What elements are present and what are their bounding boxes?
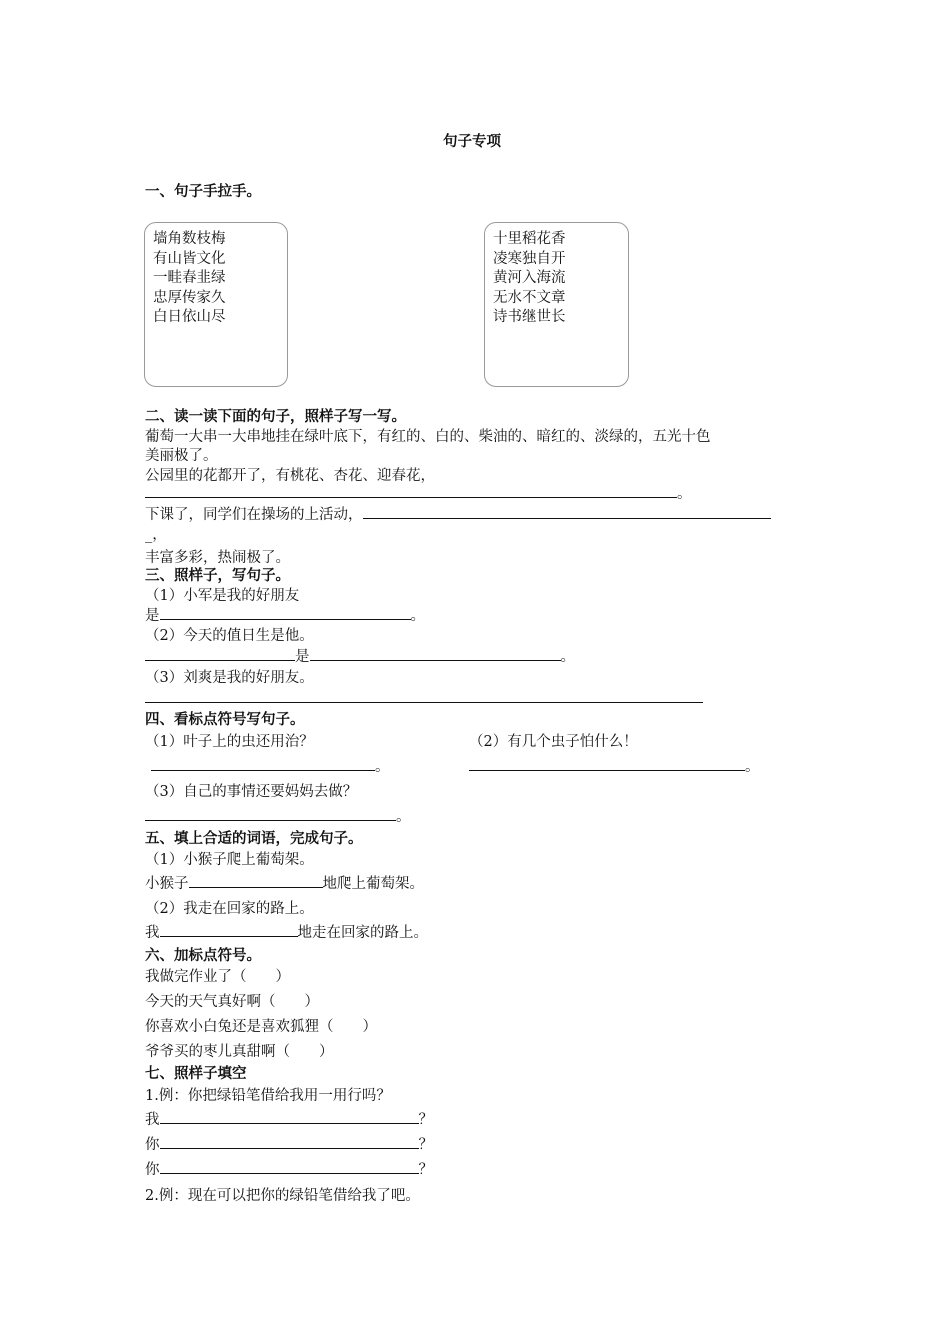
blank-line[interactable] xyxy=(160,605,411,620)
s4-answer-3[interactable] xyxy=(145,805,411,826)
s4-answer-1[interactable] xyxy=(151,755,390,776)
question-mark: ？ xyxy=(418,1162,433,1178)
blank-line[interactable] xyxy=(160,1134,419,1149)
s4-question-3: （3）自己的事情还要妈妈去做？ xyxy=(145,784,358,800)
section-6-heading: 六、加标点符号。 xyxy=(145,948,261,964)
s7-answer-pre: 你 xyxy=(145,1162,160,1178)
punctuation-item: 我做完作业了（ ） xyxy=(145,969,290,985)
left-phrase: 有山皆文化 xyxy=(153,250,226,267)
s5-question-2: （2）我走在回家的路上。 xyxy=(145,901,314,917)
right-phrase: 凌寒独自开 xyxy=(493,250,566,267)
right-phrase: 诗书继世长 xyxy=(493,309,566,325)
question-mark: ？ xyxy=(418,1112,433,1128)
s7-answer-pre: 你 xyxy=(145,1137,160,1153)
right-phrase: 无水不文章 xyxy=(493,289,566,306)
example-sentence-line2: 美丽极了。 xyxy=(145,448,218,464)
s7-answer-line[interactable] xyxy=(145,1133,433,1154)
right-phrase: 十里稻花香 xyxy=(493,231,566,247)
left-phrase: 墙角数枝梅 xyxy=(153,231,226,247)
left-phrase-box xyxy=(144,222,288,387)
blank-line[interactable] xyxy=(363,504,771,519)
example-sentence-line1: 葡萄一大串一大串地挂在绿叶底下，有红的、白的、柴油的、暗红的、淡绿的，五光十色 xyxy=(145,429,711,445)
blank-line[interactable] xyxy=(469,756,745,771)
section-3-heading: 三、照样子，写句子。 xyxy=(145,568,290,584)
blank-line[interactable] xyxy=(160,1109,419,1124)
punctuation-item: 你喜欢小白兔还是喜欢狐狸（ ） xyxy=(145,1019,377,1035)
s5-answer-1[interactable] xyxy=(145,872,424,893)
left-phrase: 白日依山尽 xyxy=(153,309,226,325)
punctuation-item: 今天的天气真好啊（ ） xyxy=(145,994,319,1010)
punctuation-item: 爷爷买的枣儿真甜啊（ ） xyxy=(145,1044,334,1060)
blank-line[interactable] xyxy=(145,688,703,703)
s4-question-2: （2）有几个虫子怕什么！ xyxy=(469,734,638,750)
s2-question-1: 公园里的花都开了，有桃花、杏花、迎春花， xyxy=(145,468,435,484)
s3-answer-2[interactable] xyxy=(145,645,575,666)
s4-question-1: （1）叶子上的虫还用治？ xyxy=(145,734,314,750)
s2-question-2-text: 下课了，同学们在操场的上活动， xyxy=(145,507,363,523)
s3-question-2: （2）今天的值日生是他。 xyxy=(145,628,314,644)
section-5-heading: 五、填上合适的词语，完成句子。 xyxy=(145,831,363,847)
s3-question-3: （3）刘爽是我的好朋友。 xyxy=(145,670,314,686)
s5-answer-2[interactable] xyxy=(145,921,428,942)
page-title: 句子专项 xyxy=(443,134,501,150)
s3-question-1: （1）小军是我的好朋友 xyxy=(145,588,300,604)
period: 。 xyxy=(410,608,425,624)
s2-question-2 xyxy=(145,503,771,524)
s2-question-2-end: 丰富多彩，热闹极了。 xyxy=(145,550,290,566)
left-phrase: 忠厚传家久 xyxy=(153,289,226,306)
section-7-heading: 七、照样子填空 xyxy=(145,1066,247,1082)
period: 。 xyxy=(560,649,575,665)
s5-answer-1-pre: 小猴子 xyxy=(145,876,189,892)
blank-line[interactable] xyxy=(160,1159,419,1174)
section-1-heading: 一、句子手拉手。 xyxy=(145,184,261,200)
s3-answer-1-prefix: 是 xyxy=(145,608,160,624)
blank-line[interactable] xyxy=(145,483,677,498)
s5-question-1: （1）小猴子爬上葡萄架。 xyxy=(145,852,314,868)
s2-question-2-cont: _， xyxy=(145,527,167,543)
s7-answer-line[interactable] xyxy=(145,1108,433,1129)
right-phrase-box xyxy=(484,222,629,387)
blank-line[interactable] xyxy=(145,646,295,661)
s5-answer-2-pre: 我 xyxy=(145,925,160,941)
s2-answer-1[interactable] xyxy=(145,482,692,503)
period: 。 xyxy=(375,759,390,775)
section-2-heading: 二、读一读下面的句子，照样子写一写。 xyxy=(145,409,406,425)
s7-example-1: 1.例：你把绿铅笔借给我用一用行吗？ xyxy=(145,1088,391,1104)
s5-answer-2-post: 地走在回家的路上。 xyxy=(297,925,428,941)
right-phrase: 黄河入海流 xyxy=(493,270,566,286)
blank-line[interactable] xyxy=(310,646,561,661)
blank-line[interactable] xyxy=(145,806,396,821)
s7-example-2: 2.例：现在可以把你的绿铅笔借给我了吧。 xyxy=(145,1188,420,1204)
s3-answer-2-mid: 是 xyxy=(295,649,310,665)
s3-answer-1[interactable] xyxy=(145,604,425,625)
section-4-heading: 四、看标点符号写句子。 xyxy=(145,712,305,728)
left-phrase: 一畦春韭绿 xyxy=(153,270,226,286)
period: 。 xyxy=(396,809,411,825)
period: 。 xyxy=(745,759,760,775)
blank-line[interactable] xyxy=(151,756,375,771)
s5-answer-1-post: 地爬上葡萄架。 xyxy=(322,876,424,892)
s3-answer-3[interactable] xyxy=(145,688,703,707)
blank-line[interactable] xyxy=(160,922,298,937)
period: 。 xyxy=(677,486,692,502)
question-mark: ？ xyxy=(418,1137,433,1153)
s7-answer-line[interactable] xyxy=(145,1158,433,1179)
blank-line[interactable] xyxy=(189,873,323,888)
s4-answer-2[interactable] xyxy=(469,755,760,776)
s7-answer-pre: 我 xyxy=(145,1112,160,1128)
